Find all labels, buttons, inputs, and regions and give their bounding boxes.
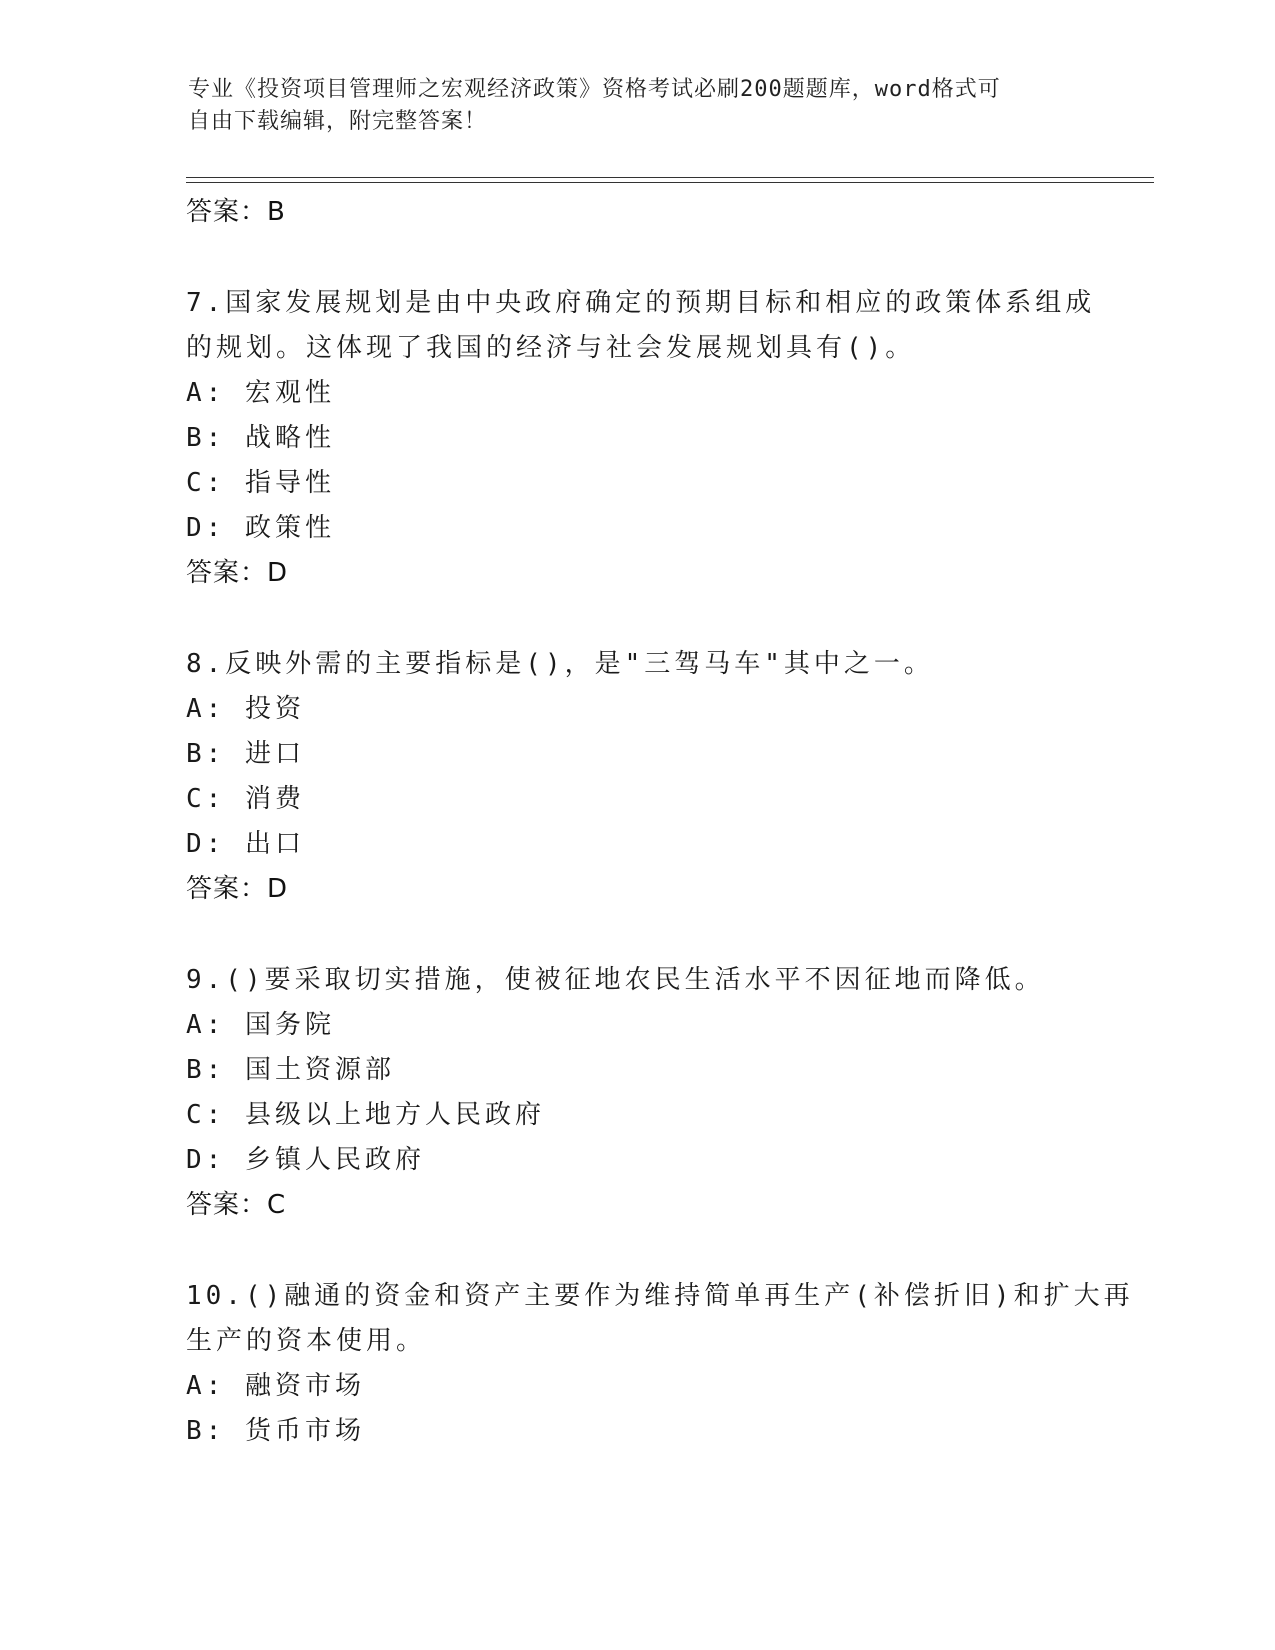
option-c: C: 县级以上地方人民政府 <box>186 1100 545 1130</box>
option-a: A: 投资 <box>186 694 305 724</box>
option-d: D: 乡镇人民政府 <box>186 1145 425 1175</box>
option-c: C: 指导性 <box>186 468 335 498</box>
question-stem-line: 10.()融通的资金和资产主要作为维持简单再生产(补偿折旧)和扩大再 <box>186 1281 1134 1311</box>
question-stem-line: 8.反映外需的主要指标是()，是"三驾马车"其中之一。 <box>186 649 934 679</box>
document-header <box>188 74 1088 138</box>
spacer <box>186 912 1086 958</box>
question-content <box>186 190 1134 1454</box>
question-stem-line: 生产的资本使用。 <box>186 1326 427 1356</box>
option-c: C: 消费 <box>186 784 305 814</box>
question-stem-line: 7.国家发展规划是由中央政府确定的预期目标和相应的政策体系组成 <box>186 288 1096 318</box>
option-b: B: 国土资源部 <box>186 1055 395 1085</box>
option-a: A: 宏观性 <box>186 378 335 408</box>
question-8 <box>186 642 1086 912</box>
question-7 <box>186 281 1096 596</box>
option-a: A: 国务院 <box>186 1010 335 1040</box>
spacer <box>186 235 1086 281</box>
option-b: B: 货币市场 <box>186 1416 365 1446</box>
question-answer: 答案：D <box>186 558 289 588</box>
previous-answer: 答案：B <box>186 197 286 227</box>
header-line-2: 自由下载编辑，附完整答案！ <box>188 109 488 134</box>
option-d: D: 政策性 <box>186 513 335 543</box>
question-answer: 答案：D <box>186 874 289 904</box>
spacer <box>186 596 1086 642</box>
header-line-1: 专业《投资项目管理师之宏观经济政策》资格考试必刷200题题库，word格式可 <box>188 77 1001 102</box>
spacer <box>186 1228 1086 1274</box>
question-9 <box>186 958 1086 1228</box>
option-b: B: 进口 <box>186 739 305 769</box>
option-d: D: 出口 <box>186 829 305 859</box>
header-rule-top <box>186 177 1154 178</box>
header-rule-bottom <box>186 182 1154 183</box>
question-stem-line: 9.()要采取切实措施，使被征地农民生活水平不因征地而降低。 <box>186 965 1045 995</box>
question-answer: 答案：C <box>186 1190 287 1220</box>
question-10 <box>186 1274 1134 1454</box>
question-stem-line: 的规划。这体现了我国的经济与社会发展规划具有()。 <box>186 333 916 363</box>
option-a: A: 融资市场 <box>186 1371 365 1401</box>
option-b: B: 战略性 <box>186 423 335 453</box>
